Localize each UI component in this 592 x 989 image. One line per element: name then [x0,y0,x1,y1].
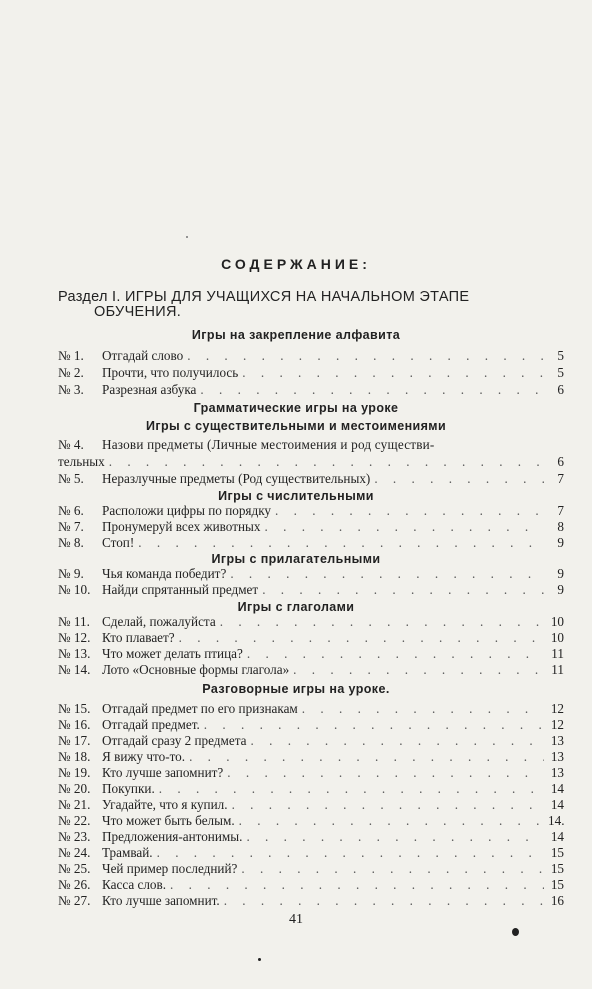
dot-leader [374,471,544,487]
entry-title: Сделай, пожалуйста [102,614,216,629]
entry-title: Стоп! [102,535,135,550]
toc-entry [58,829,564,845]
entry-title: Прочти, что получилось [102,365,239,380]
dot-leader [109,454,544,470]
subheading-verbs: Игры с глаголами [237,600,355,614]
entry-page: 9 [557,566,564,581]
entry-title: Что может делать птица? [102,646,243,661]
entry-page: 6 [557,382,564,397]
entry-page: 10 [550,614,564,629]
dot-leader [170,877,544,893]
entry-title: Трамвай. [102,845,153,860]
entry-page: 5 [557,365,564,380]
entry-title: Кто лучше запомнит. [102,893,220,908]
entry-title: Лото «Основные формы глагола» [102,662,290,677]
entry-page: 16 [550,893,564,908]
dot-leader [265,519,545,535]
dot-leader [230,566,544,582]
entry-title: Чей пример последний? [102,861,238,876]
dot-leader [232,797,544,813]
entry-title: Назови предметы (Личные местоимения и род существи- [102,437,435,452]
dot-leader [246,829,544,845]
entry-number: № 26. [58,877,91,892]
entry-page: 15 [550,877,564,892]
toc-entry [58,471,564,487]
entry-number: № 7. [58,519,84,534]
entry-title: Я вижу что-то. [102,749,186,764]
entry-page: 10 [550,630,564,645]
entry-title: Разрезная азбука [102,382,197,397]
toc-entry [58,701,564,717]
dot-leader [227,765,544,781]
entry-number: № 20. [58,781,91,796]
subheading-numerals: Игры с числительными [218,489,374,503]
toc-entry [58,348,564,364]
toc-entry [58,813,564,829]
entry-page: 15 [550,845,564,860]
toc-entry [58,630,564,646]
entry-number: № 1. [58,348,84,363]
entry-number: № 12. [58,630,91,645]
ink-speck [258,958,261,961]
entry-number: № 2. [58,365,84,380]
dot-leader [179,630,544,646]
entry-page: 12 [550,717,564,732]
dot-leader [239,813,544,829]
entry-number: № 18. [58,749,91,764]
section-title-line-1: Раздел I. ИГРЫ ДЛЯ УЧАЩИХСЯ НА НАЧАЛЬНОМ ЭТАПЕ [58,289,470,305]
dot-leader [200,382,544,398]
entry-number: № 17. [58,733,91,748]
subheading-adjectives: Игры с прилагательными [211,552,381,566]
dot-leader [242,365,544,381]
entry-title: Отгадай слово [102,348,184,363]
entry-page: 13 [550,765,564,780]
entry-number: № 23. [58,829,91,844]
ink-speck [186,236,188,238]
toc-entry [58,781,564,797]
toc-entry [58,365,564,381]
dot-leader [251,733,545,749]
dot-leader [189,749,544,765]
subheading-speech: Разговорные игры на уроке. [202,682,390,696]
entry-title: Покупки. [102,781,155,796]
dot-leader [187,348,544,364]
entry-title: Найди спрятанный предмет [102,582,259,597]
entry-number: № 19. [58,765,91,780]
dot-leader [275,503,544,519]
toc-entry [58,503,564,519]
toc-entry [58,662,564,678]
toc-entry [58,845,564,861]
entry-title: тельных [58,454,105,469]
contents-heading: СОДЕРЖАНИЕ: [221,256,371,272]
entry-page: 12 [550,701,564,716]
entry-page: 7 [557,503,564,518]
toc-entry [58,582,564,598]
entry-page: 15 [550,861,564,876]
entry-title: Кто плавает? [102,630,175,645]
entry-number: № 3. [58,382,84,397]
entry-number: № 15. [58,701,91,716]
toc-entry [58,861,564,877]
entry-page: 7 [557,471,564,486]
page-number: 41 [289,912,303,927]
entry-title: Предложения-антонимы. [102,829,243,844]
section-title-line-2: ОБУЧЕНИЯ. [94,304,182,320]
toc-entry [58,893,564,909]
toc-entry [58,646,564,662]
entry-title: Расположи цифры по порядку [102,503,272,518]
entry-number: № 13. [58,646,91,661]
toc-entry [58,877,564,893]
entry-number: № 11. [58,614,90,629]
subheading-alphabet: Игры на закрепление алфавита [191,328,401,342]
toc-entry [58,382,564,398]
entry-number: № 5. [58,471,84,486]
subheading-grammar: Грамматические игры на уроке [193,401,399,415]
entry-title: Неразлучные предметы (Род существительных) [102,471,371,486]
dot-leader [262,582,544,598]
entry-number: № 22. [58,813,91,828]
entry-number: № 6. [58,503,84,518]
entry-title: Угадайте, что я купил. [102,797,228,812]
entry-number: № 16. [58,717,91,732]
entry-number: № 25. [58,861,91,876]
toc-entry [58,519,564,535]
entry-number: № 9. [58,566,84,581]
toc-entry [58,717,564,733]
toc-entry [58,566,564,582]
entry-page: 14 [550,797,564,812]
entry-page: 9 [557,535,564,550]
entry-number: № 14. [58,662,91,677]
subheading-nouns: Игры с существительными и местоимениями [145,419,447,433]
ink-speck [512,928,519,936]
toc-entry [58,733,564,749]
dot-leader [224,893,544,909]
dot-leader [157,845,544,861]
entry-number: № 4. [58,437,84,452]
dot-leader [293,662,544,678]
dot-leader [138,535,544,551]
entry-page: 13 [550,749,564,764]
dot-leader [247,646,544,662]
dot-leader [220,614,544,630]
entry-page: 11 [551,662,564,677]
toc-entry [58,535,564,551]
entry-title: Кто лучше запомнит? [102,765,224,780]
entry-title: Касса слов. [102,877,167,892]
entry-title: Чья команда победит? [102,566,227,581]
entry-page: 9 [557,582,564,597]
entry-number: № 10. [58,582,91,597]
entry-number: № 27. [58,893,91,908]
entry-page: 8 [557,519,564,534]
entry-number: № 24. [58,845,91,860]
toc-entry-continuation [58,454,564,470]
entry-title: Отгадай предмет. [102,717,200,732]
entry-title: Отгадай сразу 2 предмета [102,733,247,748]
entry-number: № 21. [58,797,91,812]
toc-entry [58,797,564,813]
toc-entry [58,614,564,630]
entry-number: № 8. [58,535,84,550]
entry-page: 11 [551,646,564,661]
toc-entry [58,749,564,765]
entry-page: 14 [550,829,564,844]
entry-page: 6 [557,454,564,469]
dot-leader [159,781,544,797]
entry-page: 5 [557,348,564,363]
dot-leader [241,861,544,877]
toc-entry [58,437,564,453]
dot-leader [302,701,544,717]
entry-page: 13 [550,733,564,748]
dot-leader [204,717,544,733]
entry-title: Отгадай предмет по его признакам [102,701,298,716]
entry-page: 14. [548,813,565,828]
entry-page: 14 [550,781,564,796]
toc-entry [58,765,564,781]
entry-title: Что может быть белым. [102,813,235,828]
entry-title: Пронумеруй всех животных [102,519,261,534]
